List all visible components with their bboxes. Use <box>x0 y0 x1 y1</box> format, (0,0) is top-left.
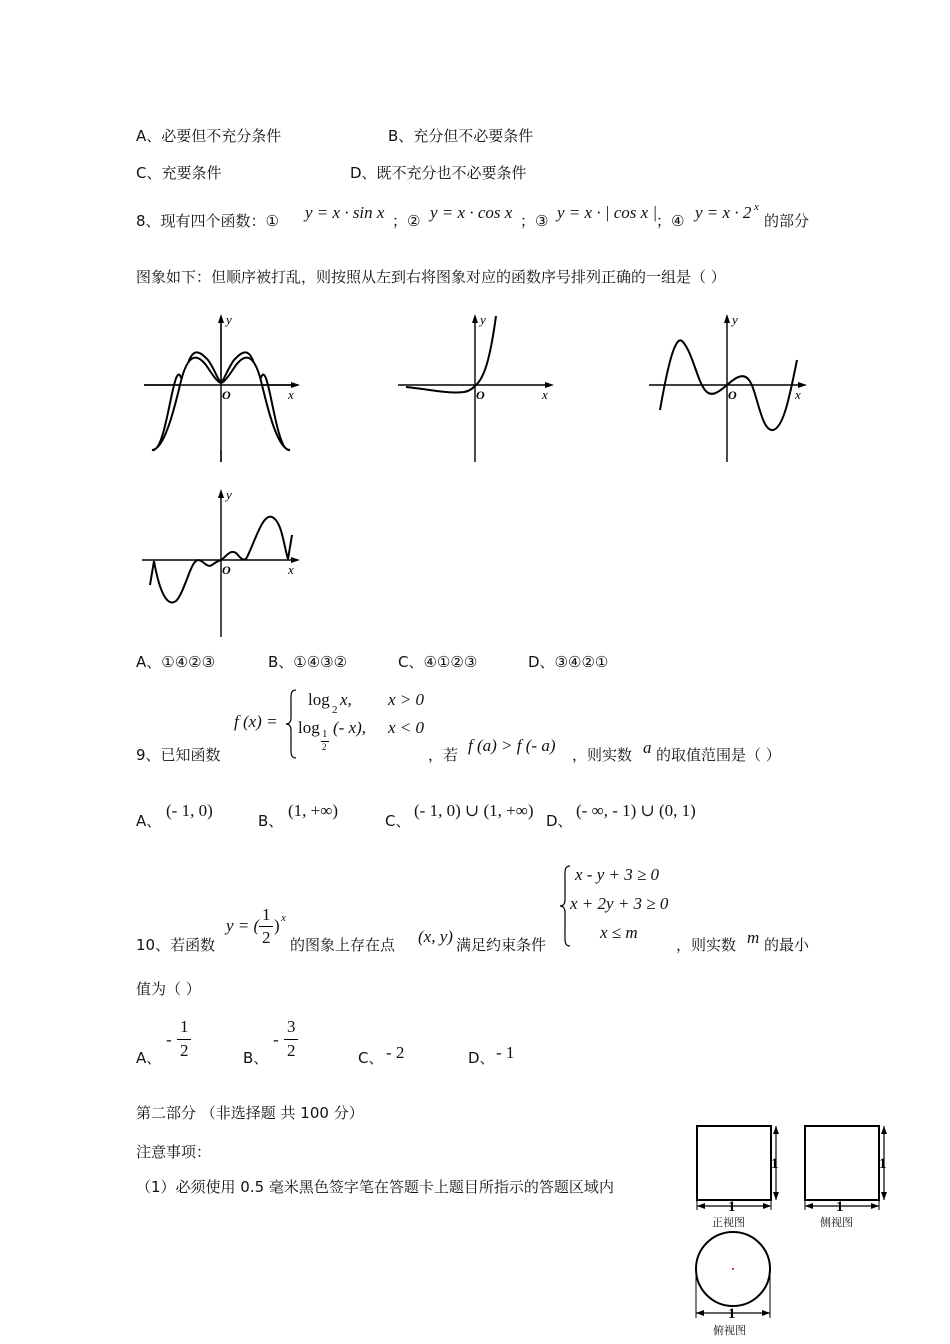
q9-suffix-1: ，则实数 <box>572 746 633 764</box>
q9-suffix-2: 的取值范围是（ ） <box>656 746 781 764</box>
q10-option-a-den: 2 <box>180 1041 189 1060</box>
q9-case-2-base-num: 1 <box>322 728 328 740</box>
q10-option-a-num: 1 <box>180 1017 189 1036</box>
q9-option-d-label: D、 <box>546 812 573 830</box>
q10-constraint-3: x ≤ m <box>600 923 638 942</box>
q9-function-name: f (x) = <box>234 712 278 731</box>
q8-sep-3: ；③ <box>520 212 549 230</box>
q9-prefix: 9、已知函数 <box>136 746 221 764</box>
q8-function-3: y = x · | cos x | <box>557 203 658 222</box>
q10-function-lhs: y = ( <box>226 916 260 935</box>
q9-case-2-base-den: 2 <box>322 742 327 752</box>
part2-item-1: （1）必须使用 0.5 毫米黑色签字笔在答题卡上题目所指示的答题区域内 <box>136 1178 614 1196</box>
q9-case-1-condition: x > 0 <box>388 690 425 709</box>
q8-function-2: y = x · cos x <box>430 203 513 222</box>
q10-option-a-label: A、 <box>136 1049 162 1067</box>
q9-inequality: f (a) > f (- a) <box>468 736 556 755</box>
q9-variable: a <box>643 738 652 757</box>
q8-stem-line-2: 图象如下：但顺序被打乱，则按照从左到右将图象对应的函数序号排列正确的一组是（ ） <box>136 268 726 286</box>
q9-option-b-label: B、 <box>258 812 284 830</box>
q10-option-c: - 2 <box>386 1043 405 1062</box>
q10-option-a-sign: - <box>166 1030 172 1049</box>
q10-option-d: - 1 <box>496 1043 515 1062</box>
q10-point: (x, y) <box>418 927 453 946</box>
q8-function-4-exponent: x <box>754 201 759 213</box>
q10-option-b-label: B、 <box>243 1049 269 1067</box>
q10-suffix-1: ，则实数 <box>676 936 737 954</box>
front-view-width-label: 1 <box>728 1199 736 1215</box>
q10-option-b-bar <box>284 1039 298 1040</box>
side-view-height-label: 1 <box>879 1156 887 1172</box>
q8-graph-3 <box>645 310 815 465</box>
q9-option-d: (- ∞, - 1) ∪ (0, 1) <box>576 801 696 820</box>
q10-suffix-2: 的最小 <box>764 936 810 954</box>
q8-function-1: y = x · sin x <box>305 203 385 222</box>
part2-notice: 注意事项： <box>136 1143 212 1161</box>
q10-fraction-bar <box>259 926 273 927</box>
graph-1-y-label: y <box>226 312 232 327</box>
q7-option-d: D、既不充分也不必要条件 <box>350 164 527 182</box>
q10-option-b-num: 3 <box>287 1017 296 1036</box>
q8-prefix: 8、现有四个函数：① <box>136 212 279 230</box>
q8-option-b: B、①④③② <box>268 653 348 671</box>
q9-option-c: (- 1, 0) ∪ (1, +∞) <box>414 801 534 820</box>
q7-option-b: B、充分但不必要条件 <box>388 127 534 145</box>
q8-graph-2 <box>392 310 562 465</box>
q8-graph-1 <box>138 310 308 465</box>
side-view-caption: 侧视图 <box>820 1216 853 1229</box>
graph-1-x-label: x <box>288 387 294 402</box>
q10-option-d-label: D、 <box>468 1049 495 1067</box>
q10-constraint-2: x + 2y + 3 ≥ 0 <box>570 894 669 913</box>
q8-option-a: A、①④②③ <box>136 653 216 671</box>
q9-case-1-base: 2 <box>332 704 338 716</box>
q9-mid: ，若 <box>428 746 459 764</box>
q8-option-c: C、④①②③ <box>398 653 478 671</box>
graph-4-origin-label: O <box>222 563 231 577</box>
q8-sep-4: ；④ <box>656 212 685 230</box>
q10-constraint-1: x - y + 3 ≥ 0 <box>575 865 660 884</box>
top-view-width-label: 1 <box>728 1306 736 1322</box>
graph-2-x-label: x <box>542 387 548 402</box>
q9-option-b: (1, +∞) <box>288 801 339 820</box>
q10-option-b-sign: - <box>273 1030 279 1049</box>
q10-fraction-num: 1 <box>262 905 271 924</box>
graph-3-origin-label: O <box>728 388 737 402</box>
front-view-caption: 正视图 <box>712 1216 745 1229</box>
q10-option-a-bar <box>177 1039 191 1040</box>
q9-case-2-arg: (- x), <box>333 718 367 737</box>
graph-4-x-label: x <box>288 562 294 577</box>
q9-case-1-arg: x, <box>340 690 352 709</box>
graph-4-y-label: y <box>226 487 232 502</box>
q10-mid-1: 的图象上存在点 <box>290 936 396 954</box>
q9-option-c-label: C、 <box>385 812 411 830</box>
q10-mid-2: 满足约束条件 <box>456 936 547 954</box>
q10-option-b-den: 2 <box>287 1041 296 1060</box>
q10-function-close: ) <box>274 916 280 935</box>
q10-stem-line-2: 值为（ ） <box>136 980 201 998</box>
q9-piecewise-brace <box>284 688 298 760</box>
q9-case-2-condition: x < 0 <box>388 718 425 737</box>
graph-2-y-label: y <box>480 312 486 327</box>
q8-option-d: D、③④②① <box>528 653 609 671</box>
q8-graph-4 <box>138 485 308 640</box>
q10-function-exponent: x <box>281 912 286 924</box>
graph-3-x-label: x <box>795 387 801 402</box>
q8-sep-2: ；② <box>392 212 421 230</box>
q9-option-a: (- 1, 0) <box>166 801 213 820</box>
front-view-height-label: 1 <box>771 1156 779 1172</box>
q8-suffix: 的部分 <box>764 212 810 230</box>
graph-1-origin-label: O <box>222 388 231 402</box>
top-view-caption: 俯视图 <box>713 1324 746 1337</box>
q10-fraction-den: 2 <box>262 928 271 947</box>
q9-case-1-log: log <box>308 690 330 709</box>
q8-function-4: y = x · 2 <box>695 203 752 222</box>
q10-prefix: 10、若函数 <box>136 936 216 954</box>
part2-title: 第二部分 （非选择题 共 100 分） <box>136 1104 364 1122</box>
q7-option-c: C、充要条件 <box>136 164 222 182</box>
graph-3-y-label: y <box>732 312 738 327</box>
graph-2-origin-label: O <box>476 388 485 402</box>
side-view-width-label: 1 <box>836 1199 844 1215</box>
q9-option-a-label: A、 <box>136 812 162 830</box>
q10-option-c-label: C、 <box>358 1049 384 1067</box>
q10-variable: m <box>747 928 760 947</box>
q7-option-a: A、必要但不充分条件 <box>136 127 282 145</box>
q9-case-2-log: log <box>298 718 320 737</box>
